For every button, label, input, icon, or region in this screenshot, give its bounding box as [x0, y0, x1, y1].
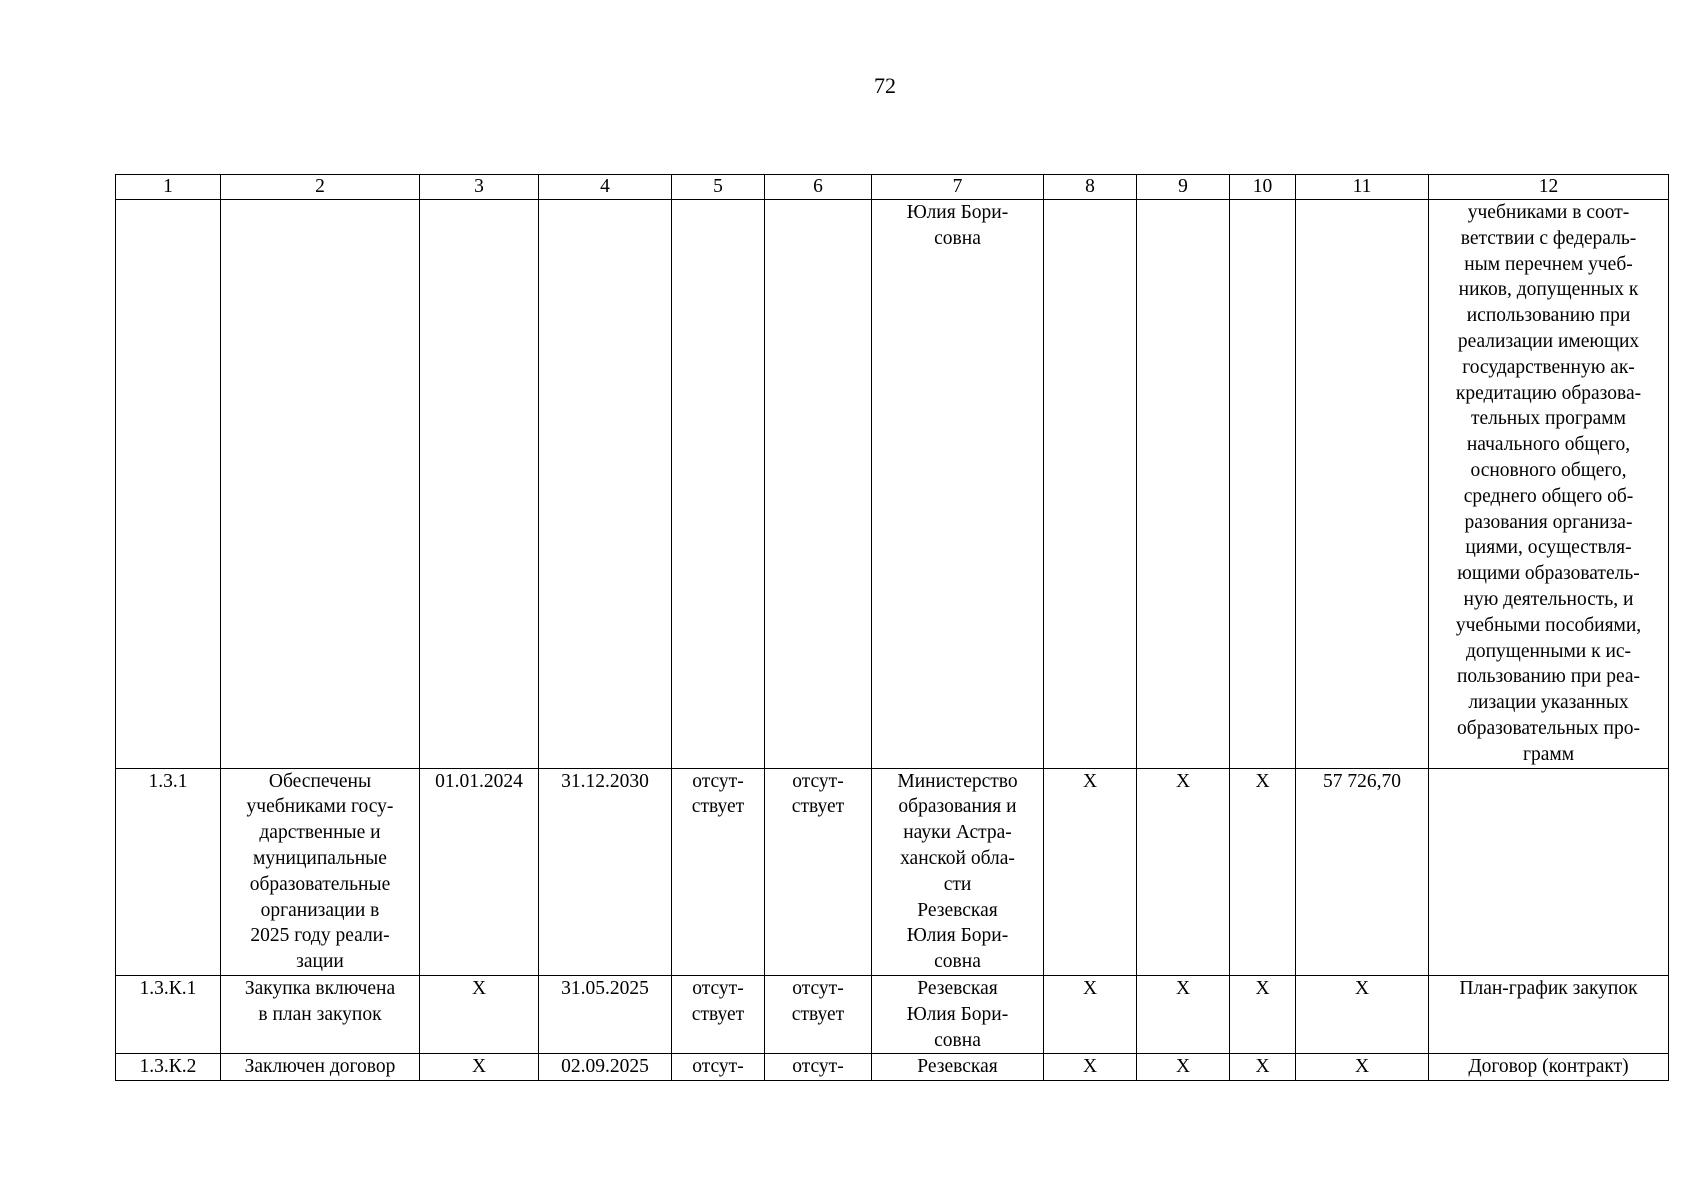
cell-name: Обеспечены учебниками госу- дарственные и муниципальные образовательные организации в 2025 году реали- зации — [221, 768, 420, 975]
cell-col6: отсут- ствует — [765, 768, 872, 975]
cell-responsible: Министерство образования и науки Астра- ханской обла- сти Резевская Юлия Бори- совна — [872, 768, 1044, 975]
cell-col10 — [1230, 200, 1296, 769]
cell-number: 1.3.К.2 — [116, 1054, 221, 1081]
cell-number: 1.3.1 — [116, 768, 221, 975]
cell-col5: отсут- ствует — [672, 768, 765, 975]
cell-description — [1429, 768, 1669, 975]
cell-col9: Х — [1137, 768, 1230, 975]
cell-name: Закупка включена в план закупок — [221, 975, 420, 1053]
table-row-1-3-k-1 — [116, 975, 1669, 1053]
cell-end-date — [539, 200, 672, 769]
cell-name: Заключен договор — [221, 1054, 420, 1081]
column-number: 4 — [539, 175, 672, 200]
cell-responsible: Резевская Юлия Бори- совна — [872, 975, 1044, 1053]
table-row-1-3-1 — [116, 768, 1669, 975]
cell-col8 — [1044, 200, 1137, 769]
cell-col5 — [672, 200, 765, 769]
cell-start-date: Х — [420, 1054, 539, 1081]
cell-end-date: 31.12.2030 — [539, 768, 672, 975]
cell-col8: Х — [1044, 975, 1137, 1053]
cell-col10: Х — [1230, 1054, 1296, 1081]
column-number: 1 — [116, 175, 221, 200]
cell-col8: Х — [1044, 768, 1137, 975]
cell-end-date: 31.05.2025 — [539, 975, 672, 1053]
cell-col5: отсут- — [672, 1054, 765, 1081]
column-number: 5 — [672, 175, 765, 200]
column-number: 2 — [221, 175, 420, 200]
cell-amount: 57 726,70 — [1296, 768, 1429, 975]
cell-name — [221, 200, 420, 769]
column-number: 3 — [420, 175, 539, 200]
cell-amount: Х — [1296, 1054, 1429, 1081]
column-number: 8 — [1044, 175, 1137, 200]
cell-description: учебниками в соот- ветствии с федераль- ным перечнем учеб- ников, допущенных к использованию при реализации имеющих государственную ак- кредитацию образова- тельных программ начального общего, основного общего, среднего общего об- разования организа- циями, осуществля- ющими образователь- ную деятельность, и учебными пособиями, допущенными к ис- пользованию при реа- лизации указанных образовательных про- грамм — [1429, 200, 1669, 769]
cell-col10: Х — [1230, 975, 1296, 1053]
cell-amount: Х — [1296, 975, 1429, 1053]
cell-col6: отсут- ствует — [765, 975, 872, 1053]
cell-col9 — [1137, 200, 1230, 769]
table-row-continuation — [116, 200, 1669, 769]
column-number: 10 — [1230, 175, 1296, 200]
column-number: 9 — [1137, 175, 1230, 200]
cell-start-date: Х — [420, 975, 539, 1053]
cell-col6: отсут- — [765, 1054, 872, 1081]
cell-start-date — [420, 200, 539, 769]
cell-col8: Х — [1044, 1054, 1137, 1081]
column-number-row — [116, 175, 1669, 200]
cell-description: Договор (контракт) — [1429, 1054, 1669, 1081]
cell-col9: Х — [1137, 975, 1230, 1053]
cell-responsible: Юлия Бори- совна — [872, 200, 1044, 769]
cell-responsible: Резевская — [872, 1054, 1044, 1081]
column-number: 7 — [872, 175, 1044, 200]
cell-description: План-график закупок — [1429, 975, 1669, 1053]
cell-col5: отсут- ствует — [672, 975, 765, 1053]
column-number: 6 — [765, 175, 872, 200]
column-number: 11 — [1296, 175, 1429, 200]
cell-col6 — [765, 200, 872, 769]
cell-amount — [1296, 200, 1429, 769]
cell-col10: Х — [1230, 768, 1296, 975]
plan-table — [115, 174, 1669, 1081]
cell-col9: Х — [1137, 1054, 1230, 1081]
cell-number: 1.3.К.1 — [116, 975, 221, 1053]
cell-number — [116, 200, 221, 769]
cell-start-date: 01.01.2024 — [420, 768, 539, 975]
page-number: 72 — [874, 73, 896, 98]
table-row-1-3-k-2 — [116, 1054, 1669, 1081]
column-number: 12 — [1429, 175, 1669, 200]
cell-end-date: 02.09.2025 — [539, 1054, 672, 1081]
